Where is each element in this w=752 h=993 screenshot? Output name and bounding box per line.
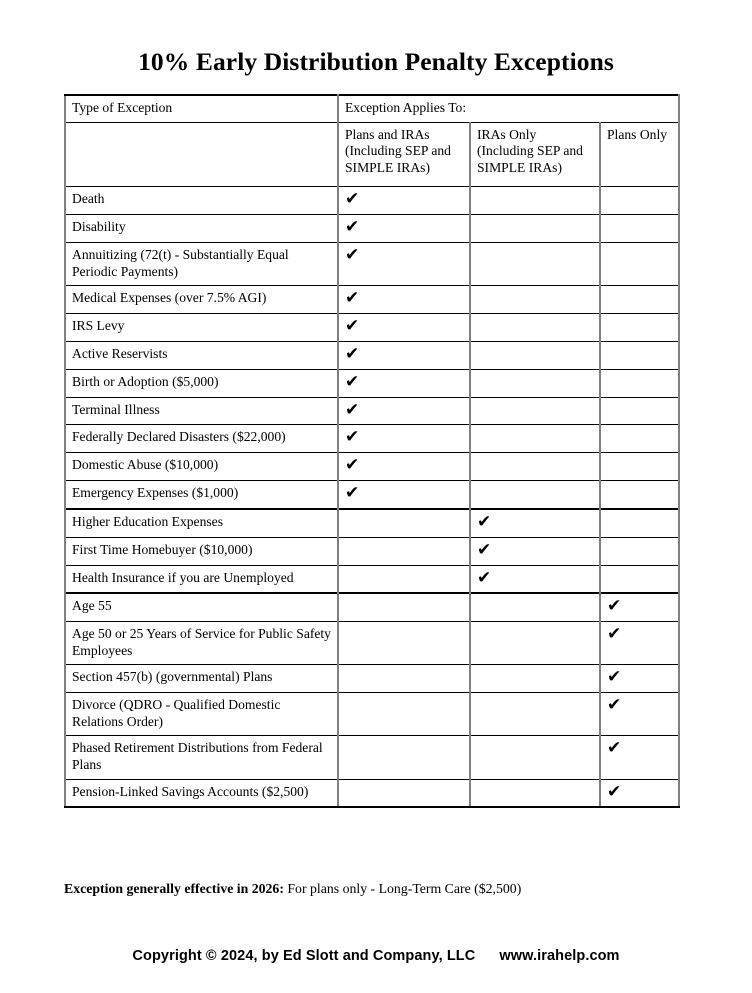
cell-plans-and-iras <box>338 397 470 425</box>
cell-plans-and-iras <box>338 425 470 453</box>
cell-plans-only <box>600 593 679 621</box>
check-icon: ✔ <box>345 217 360 238</box>
cell-plans-only <box>600 397 679 425</box>
check-icon: ✔ <box>345 288 360 309</box>
table-header-row-main <box>65 95 679 122</box>
website-link[interactable]: www.irahelp.com <box>499 948 620 964</box>
exception-name: Age 50 or 25 Years of Service for Public Safety Employees <box>65 622 338 665</box>
cell-plans-and-iras <box>338 565 470 593</box>
check-icon: ✔ <box>345 245 360 265</box>
table-row <box>65 509 679 537</box>
cell-iras-only <box>470 565 600 593</box>
exception-name: Higher Education Expenses <box>65 509 338 537</box>
header-exception-applies-to: Exception Applies To: <box>338 95 679 122</box>
cell-plans-and-iras <box>338 509 470 537</box>
cell-iras-only <box>470 397 600 425</box>
exception-name: Birth or Adoption ($5,000) <box>65 369 338 397</box>
exception-name: Divorce (QDRO - Qualified Domestic Relations Order) <box>65 693 338 736</box>
header-plans-and-iras: Plans and IRAs (Including SEP and SIMPLE IRAs) <box>338 122 470 187</box>
table-row <box>65 187 679 215</box>
footnote-text: For plans only - Long-Term Care ($2,500) <box>283 881 522 896</box>
cell-iras-only <box>470 481 600 509</box>
exception-name: IRS Levy <box>65 314 338 342</box>
exception-name: Medical Expenses (over 7.5% AGI) <box>65 286 338 314</box>
cell-plans-only <box>600 665 679 693</box>
check-icon: ✔ <box>607 738 622 759</box>
cell-iras-only <box>470 736 600 779</box>
table-row <box>65 693 679 736</box>
cell-plans-and-iras <box>338 736 470 779</box>
check-icon: ✔ <box>345 399 360 420</box>
check-icon: ✔ <box>345 189 360 210</box>
check-icon: ✔ <box>477 567 492 588</box>
header-blank-cell <box>65 122 338 187</box>
cell-plans-and-iras <box>338 665 470 693</box>
cell-plans-only <box>600 622 679 665</box>
exception-name: Federally Declared Disasters ($22,000) <box>65 425 338 453</box>
cell-iras-only <box>470 622 600 665</box>
check-icon: ✔ <box>477 511 492 532</box>
header-iras-only: IRAs Only (Including SEP and SIMPLE IRAs) <box>470 122 600 187</box>
check-icon: ✔ <box>345 316 360 336</box>
table-row <box>65 425 679 453</box>
cell-plans-only <box>600 736 679 779</box>
cell-plans-only <box>600 369 679 397</box>
check-icon: ✔ <box>345 343 360 364</box>
table-row <box>65 537 679 565</box>
table-row <box>65 243 679 286</box>
cell-plans-and-iras <box>338 369 470 397</box>
table-row <box>65 397 679 425</box>
check-icon: ✔ <box>607 695 622 716</box>
cell-plans-only <box>600 481 679 509</box>
cell-iras-only <box>470 693 600 736</box>
table-row <box>65 341 679 369</box>
copyright-line <box>0 948 752 964</box>
exception-name: First Time Homebuyer ($10,000) <box>65 537 338 565</box>
cell-iras-only <box>470 509 600 537</box>
footnote-label: Exception generally effective in 2026: <box>64 881 284 896</box>
table-row <box>65 779 679 807</box>
cell-plans-only <box>600 314 679 342</box>
exceptions-table-body <box>65 95 679 807</box>
check-icon: ✔ <box>607 624 622 645</box>
cell-plans-and-iras <box>338 314 470 342</box>
check-icon: ✔ <box>345 371 360 392</box>
check-icon: ✔ <box>607 667 622 688</box>
table-row <box>65 593 679 621</box>
table-row <box>65 736 679 779</box>
exception-name: Annuitizing (72(t) - Substantially Equal Periodic Payments) <box>65 243 338 286</box>
table-row <box>65 369 679 397</box>
table-row <box>65 622 679 665</box>
cell-plans-only <box>600 286 679 314</box>
table-row <box>65 565 679 593</box>
cell-iras-only <box>470 537 600 565</box>
cell-iras-only <box>470 779 600 807</box>
exception-name: Health Insurance if you are Unemployed <box>65 565 338 593</box>
cell-plans-and-iras <box>338 453 470 481</box>
exception-name: Active Reservists <box>65 341 338 369</box>
cell-iras-only <box>470 215 600 243</box>
cell-iras-only <box>470 187 600 215</box>
cell-iras-only <box>470 243 600 286</box>
cell-iras-only <box>470 425 600 453</box>
cell-plans-and-iras <box>338 243 470 286</box>
header-plans-only: Plans Only <box>600 122 679 187</box>
exception-name: Emergency Expenses ($1,000) <box>65 481 338 509</box>
cell-plans-and-iras <box>338 779 470 807</box>
copyright-text: Copyright © 2024, by Ed Slott and Company, LLC <box>132 948 476 964</box>
exception-name: Section 457(b) (governmental) Plans <box>65 665 338 693</box>
table-row <box>65 215 679 243</box>
cell-plans-only <box>600 341 679 369</box>
header-type-of-exception: Type of Exception <box>65 95 338 122</box>
cell-iras-only <box>470 286 600 314</box>
exception-name: Death <box>65 187 338 215</box>
cell-iras-only <box>470 369 600 397</box>
cell-plans-only <box>600 425 679 453</box>
cell-plans-and-iras <box>338 187 470 215</box>
cell-plans-and-iras <box>338 286 470 314</box>
exception-name: Age 55 <box>65 593 338 621</box>
cell-plans-and-iras <box>338 215 470 243</box>
cell-plans-only <box>600 509 679 537</box>
check-icon: ✔ <box>607 596 622 617</box>
cell-plans-and-iras <box>338 341 470 369</box>
cell-plans-only <box>600 243 679 286</box>
table-header-row-sub <box>65 122 679 187</box>
cell-plans-only <box>600 565 679 593</box>
cell-plans-and-iras <box>338 693 470 736</box>
cell-plans-and-iras <box>338 622 470 665</box>
table-row <box>65 314 679 342</box>
cell-iras-only <box>470 593 600 621</box>
cell-plans-and-iras <box>338 593 470 621</box>
cell-plans-only <box>600 187 679 215</box>
check-icon: ✔ <box>345 483 360 504</box>
exception-name: Disability <box>65 215 338 243</box>
exception-name: Phased Retirement Distributions from Federal Plans <box>65 736 338 779</box>
cell-iras-only <box>470 314 600 342</box>
check-icon: ✔ <box>607 781 622 802</box>
table-row <box>65 453 679 481</box>
check-icon: ✔ <box>477 539 492 560</box>
cell-plans-only <box>600 453 679 481</box>
cell-iras-only <box>470 665 600 693</box>
cell-plans-only <box>600 537 679 565</box>
cell-iras-only <box>470 453 600 481</box>
footnote <box>64 880 704 897</box>
check-icon: ✔ <box>345 427 360 448</box>
table-row <box>65 665 679 693</box>
table-row <box>65 481 679 509</box>
cell-plans-only <box>600 693 679 736</box>
exception-name: Terminal Illness <box>65 397 338 425</box>
cell-iras-only <box>470 341 600 369</box>
page-title: 10% Early Distribution Penalty Exceptions <box>138 47 614 76</box>
check-icon: ✔ <box>345 455 360 476</box>
cell-plans-and-iras <box>338 481 470 509</box>
cell-plans-only <box>600 215 679 243</box>
cell-plans-and-iras <box>338 537 470 565</box>
exception-name: Domestic Abuse ($10,000) <box>65 453 338 481</box>
exceptions-table <box>64 94 680 808</box>
exception-name: Pension-Linked Savings Accounts ($2,500) <box>65 779 338 807</box>
cell-plans-only <box>600 779 679 807</box>
table-row <box>65 286 679 314</box>
